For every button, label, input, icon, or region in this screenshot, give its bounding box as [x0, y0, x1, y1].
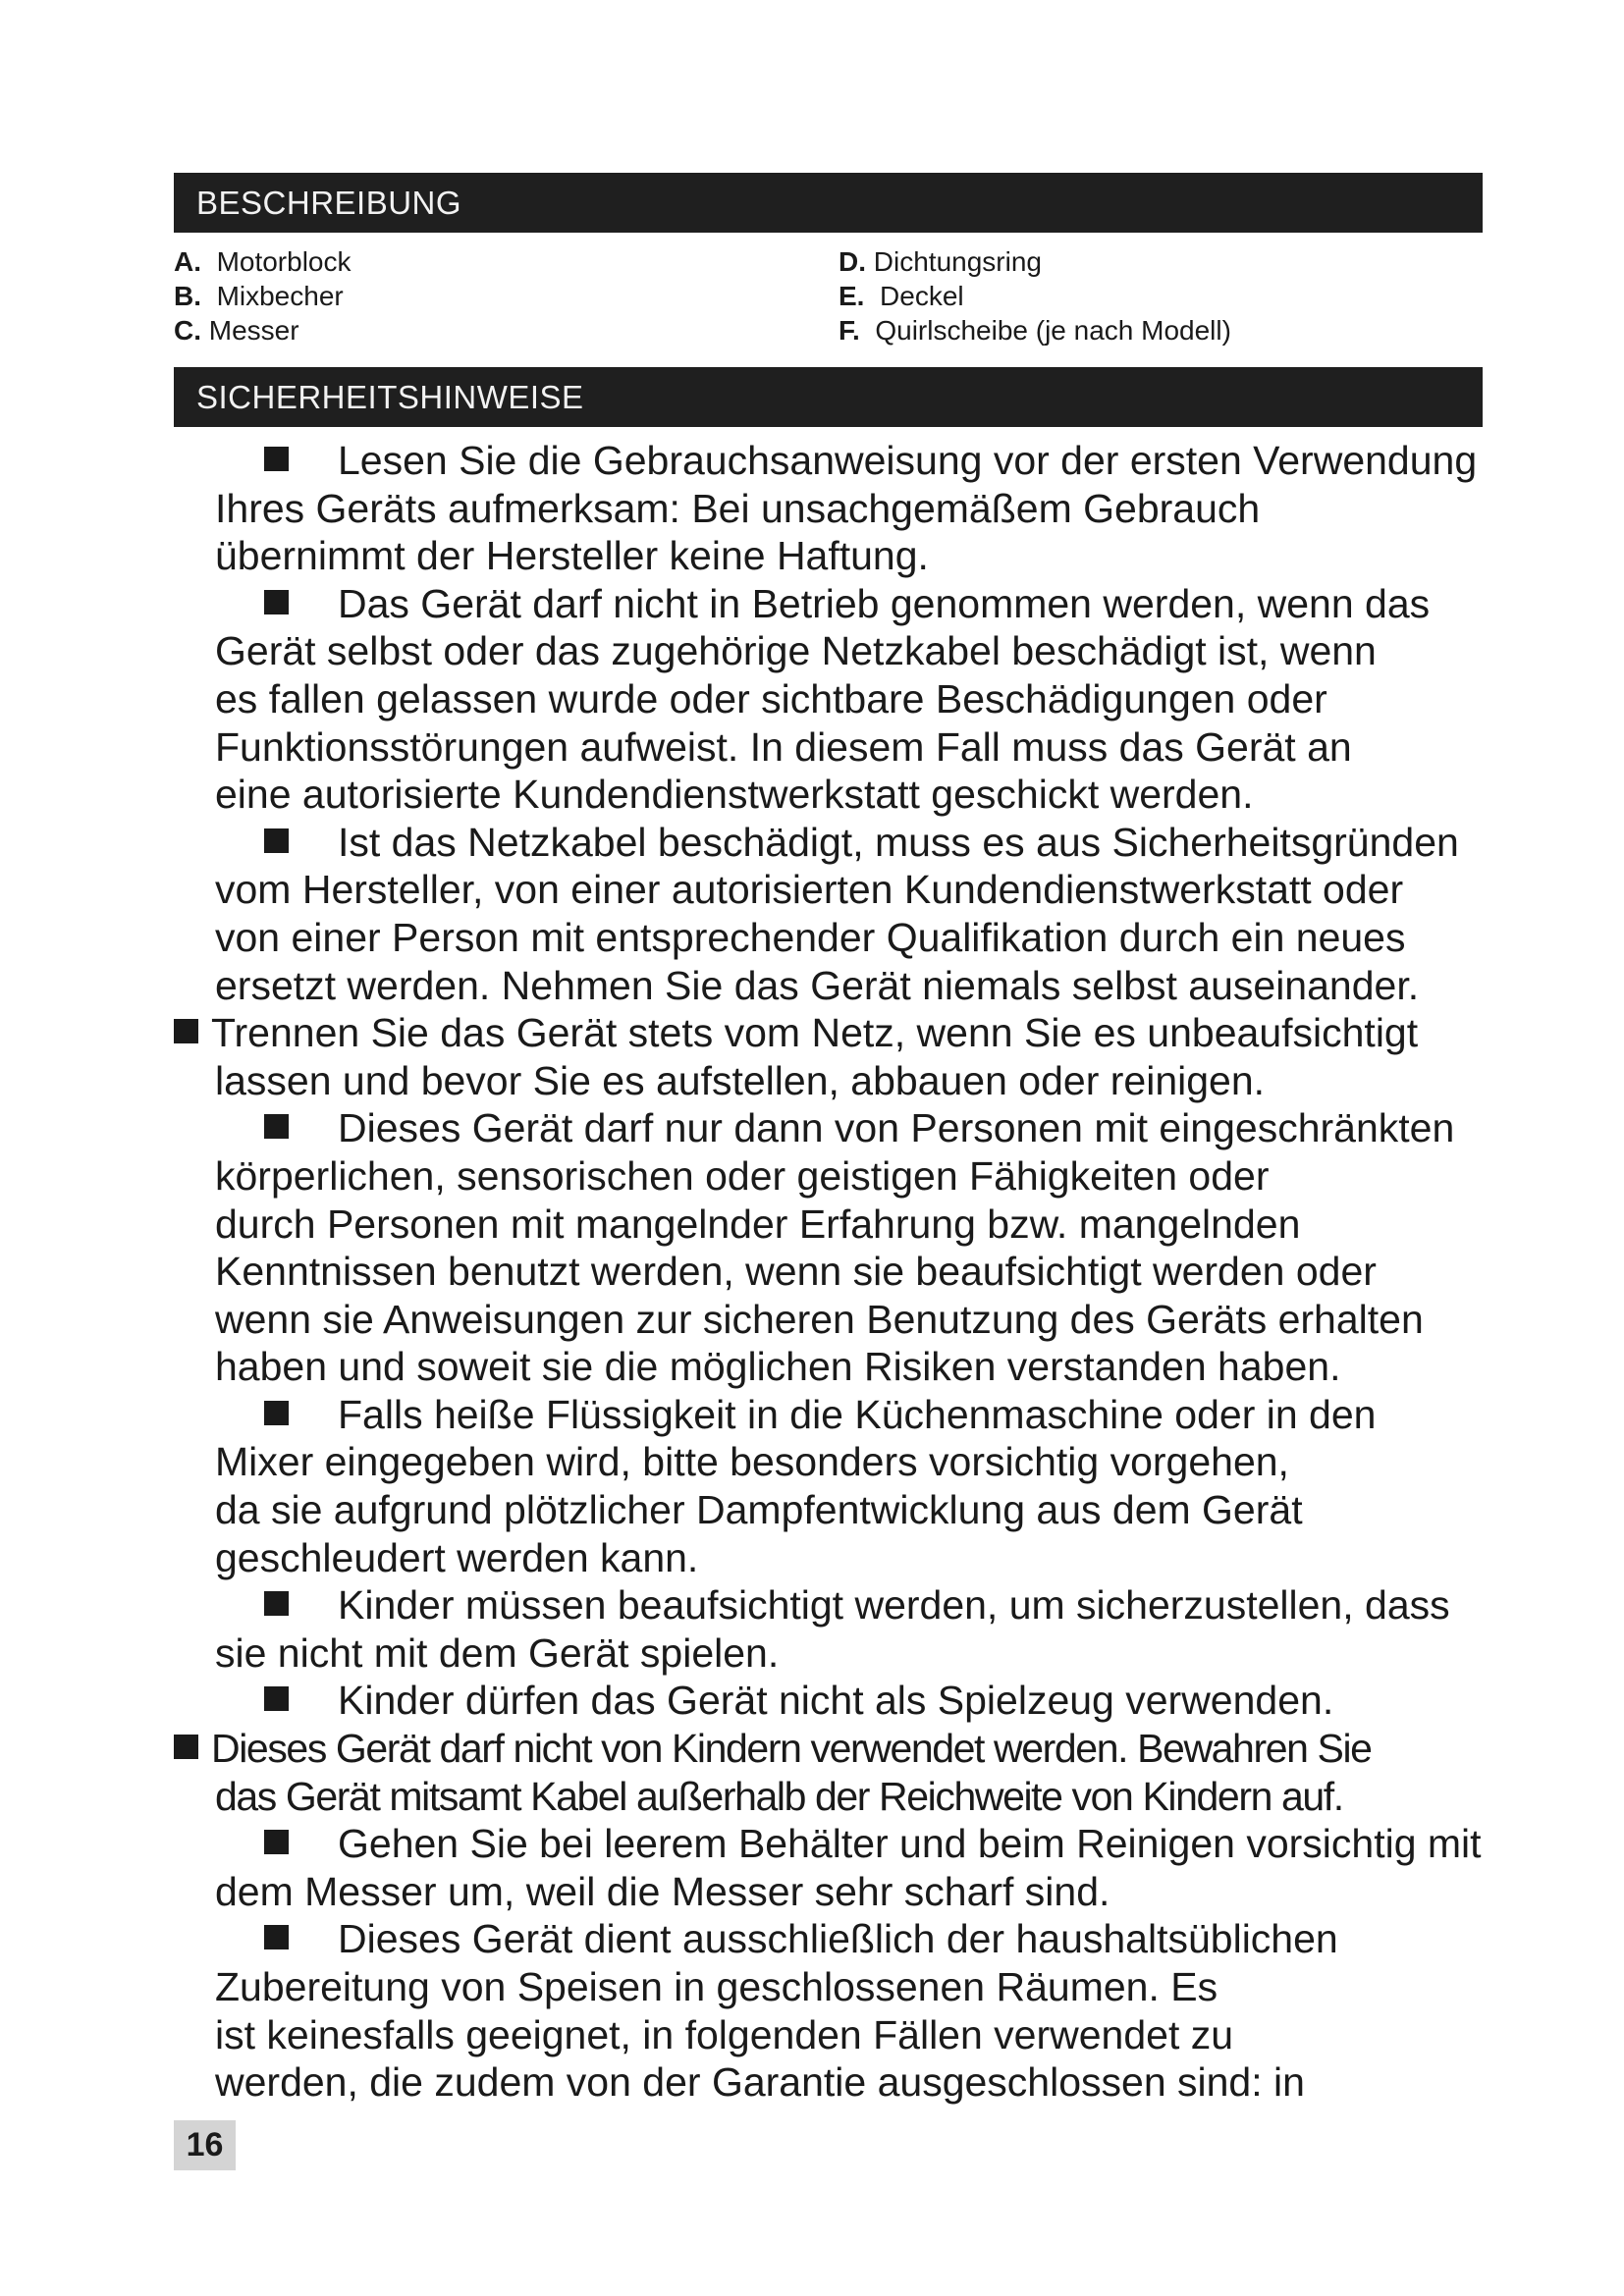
part-item: B. Mixbecher [174, 281, 344, 311]
square-bullet-icon [264, 828, 289, 853]
part-item: E. Deckel [839, 281, 964, 311]
square-bullet-icon [174, 1019, 198, 1043]
safety-item: Dieses Gerät darf nicht von Kindern verwendet werden. Bewahren Sie das Gerät mitsamt Kabel außerhalb der Reichweite von Kindern auf. [174, 1725, 1568, 1820]
safety-item: Lesen Sie die Gebrauchsanweisung vor der ersten Verwendung Ihres Geräts aufmerksam: Bei unsachgemäßem Gebrauch übernimmt der Hersteller keine Haftung. [215, 438, 1478, 579]
square-bullet-icon [174, 1735, 198, 1759]
safety-item: Dieses Gerät darf nur dann von Personen mit eingeschränkten körperlichen, sensorischen oder geistigen Fähigkeiten oder durch Personen mit mangelnder Erfahrung bzw. mangelnden Kenntnissen benutzt werden, wenn sie beaufsichtigt werden oder wenn sie Anweisungen zur sicheren Benutzung des Geräts erhalten haben und soweit sie die möglichen Risiken verstanden haben. [215, 1105, 1455, 1390]
safety-item: Dieses Gerät dient ausschließlich der haushaltsüblichen Zubereitung von Speisen in geschlossenen Räumen. Es ist keinesfalls geeignet, in folgenden Fällen verwendet zu werden, die zudem von der Garantie ausgeschlossen sind: in [215, 1916, 1338, 2106]
safety-item: Falls heiße Flüssigkeit in die Küchenmaschine oder in den Mixer eingegeben wird, bitte besonders vorsichtig vorgehen, da sie aufgrund plötzlicher Dampfentwicklung aus dem Gerät geschleudert werden kann. [215, 1391, 1377, 1580]
part-item: F. Quirlscheibe (je nach Modell) [839, 315, 1231, 346]
safety-item: Ist das Netzkabel beschädigt, muss es aus Sicherheitsgründen vom Hersteller, von einer autorisierten Kundendienstwerkstatt oder von einer Person mit entsprechender Qualifikation durch ein neues ersetzt werden. Nehmen Sie das Gerät niemals selbst auseinander. [215, 819, 1459, 1008]
safety-item: Trennen Sie das Gerät stets vom Netz, wenn Sie es unbeaufsichtigt lassen und bevor Sie es aufstellen, abbauen oder reinigen. [174, 1009, 1568, 1104]
square-bullet-icon [264, 1591, 289, 1616]
safety-item: Kinder müssen beaufsichtigt werden, um sicherzustellen, dass sie nicht mit dem Gerät spielen. [215, 1582, 1450, 1676]
part-item: D. Dichtungsring [839, 246, 1042, 277]
square-bullet-icon [264, 1686, 289, 1711]
part-item: C. Messer [174, 315, 299, 346]
square-bullet-icon [264, 1925, 289, 1949]
safety-item: Kinder dürfen das Gerät nicht als Spielzeug verwenden. [174, 1677, 1568, 1725]
page-number: 16 [174, 2120, 236, 2170]
square-bullet-icon [264, 1830, 289, 1854]
square-bullet-icon [264, 1401, 289, 1425]
part-item: A. Motorblock [174, 246, 352, 277]
safety-item: Gehen Sie bei leerem Behälter und beim Reinigen vorsichtig mit dem Messer um, weil die Messer sehr scharf sind. [215, 1821, 1482, 1914]
square-bullet-icon [264, 1114, 289, 1139]
safety-item: Das Gerät darf nicht in Betrieb genommen werden, wenn das Gerät selbst oder das zugehörige Netzkabel beschädigt ist, wenn es fallen gelassen wurde oder sichtbare Beschädigungen oder Funktionsstörungen aufweist. In diesem Fall muss das Gerät an eine autorisierte Kundendienstwerkstatt geschickt werden. [215, 580, 1431, 818]
square-bullet-icon [264, 590, 289, 614]
section-header-sicherheitshinweise: SICHERHEITSHINWEISE [174, 367, 1483, 427]
section-header-beschreibung: BESCHREIBUNG [174, 173, 1483, 233]
parts-list [174, 245, 1483, 357]
square-bullet-icon [264, 447, 289, 471]
safety-instructions [174, 437, 1568, 2107]
